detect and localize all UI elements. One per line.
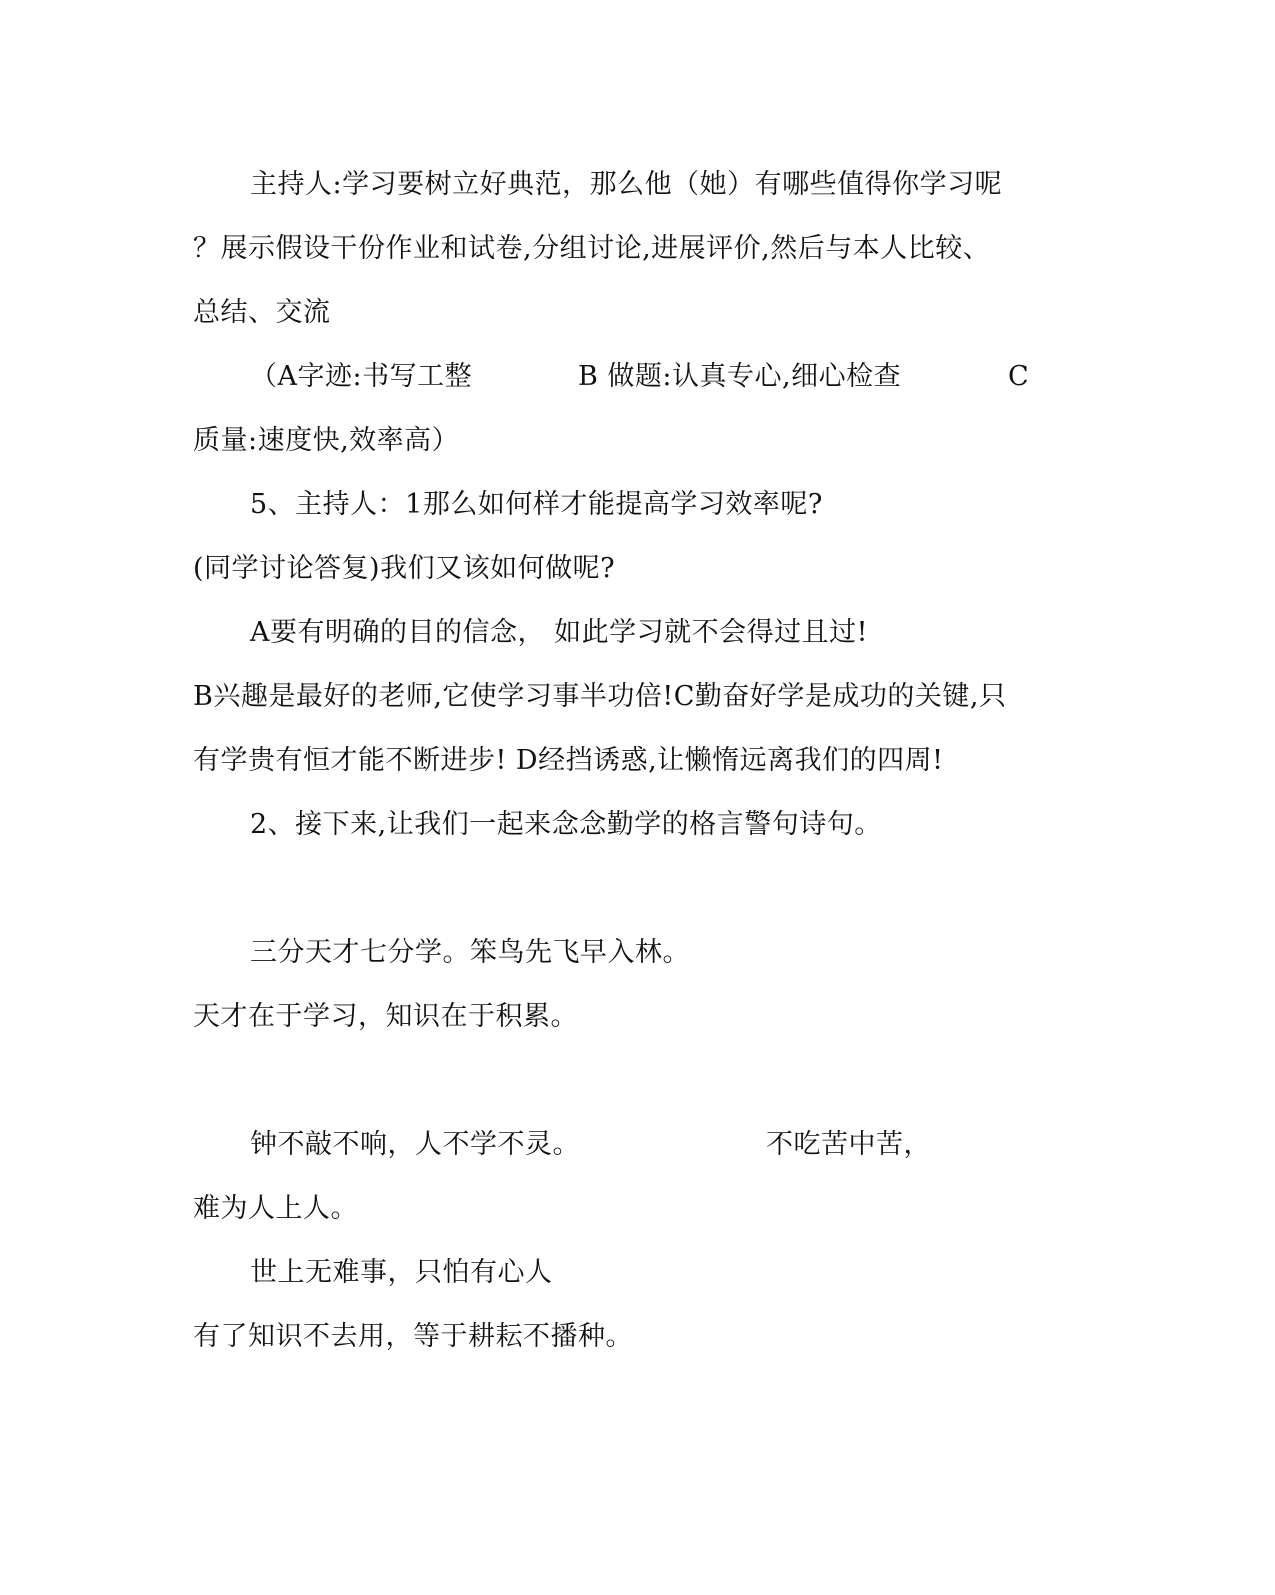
option-b: B 做题:认真专心,细心检查 <box>578 361 902 392</box>
option-a: （A字迹:书写工整 <box>250 361 473 392</box>
proverb-line: 不吃苦中苦， <box>766 1129 931 1160</box>
proverb-line: 难为人上人。 <box>193 1193 358 1224</box>
proverb-line: 天才在于学习，知识在于积累。 <box>193 1001 578 1032</box>
section-heading: 2、接下来,让我们一起来念念勤学的格言警句诗句。 <box>250 809 882 840</box>
section-heading: 5、主持人：1那么如何样才能提高学习效率呢? <box>250 489 823 520</box>
proverb-line: 钟不敲不响，人不学不灵。 <box>250 1129 580 1160</box>
option-c-label: C <box>1008 361 1030 392</box>
paragraph-line: (同学讨论答复)我们又该如何做呢? <box>193 553 616 584</box>
proverb-line: 三分天才七分学。笨鸟先飞早入林。 <box>250 937 690 968</box>
proverb-line: 世上无难事，只怕有心人 <box>250 1257 553 1288</box>
option-c: 质量:速度快,效率高） <box>193 425 460 456</box>
paragraph-line: B兴趣是最好的老师,它使学习事半功倍!C勤奋好学是成功的关键,只 <box>193 681 1007 712</box>
proverb-line: 有了知识不去用，等于耕耘不播种。 <box>193 1321 633 1352</box>
paragraph-line: 总结、交流 <box>193 297 331 328</box>
paragraph-line: A要有明确的目的信念， 如此学习就不会得过且过! <box>250 617 868 648</box>
paragraph-line: 有学贵有恒才能不断进步! D经挡诱惑,让懒惰远离我们的四周! <box>193 745 944 776</box>
paragraph-line: ？展示假设干份作业和试卷,分组讨论,进展评价,然后与本人比较、 <box>193 233 991 264</box>
paragraph-line: 主持人:学习要树立好典范，那么他（她）有哪些值得你学习呢 <box>250 169 1003 200</box>
